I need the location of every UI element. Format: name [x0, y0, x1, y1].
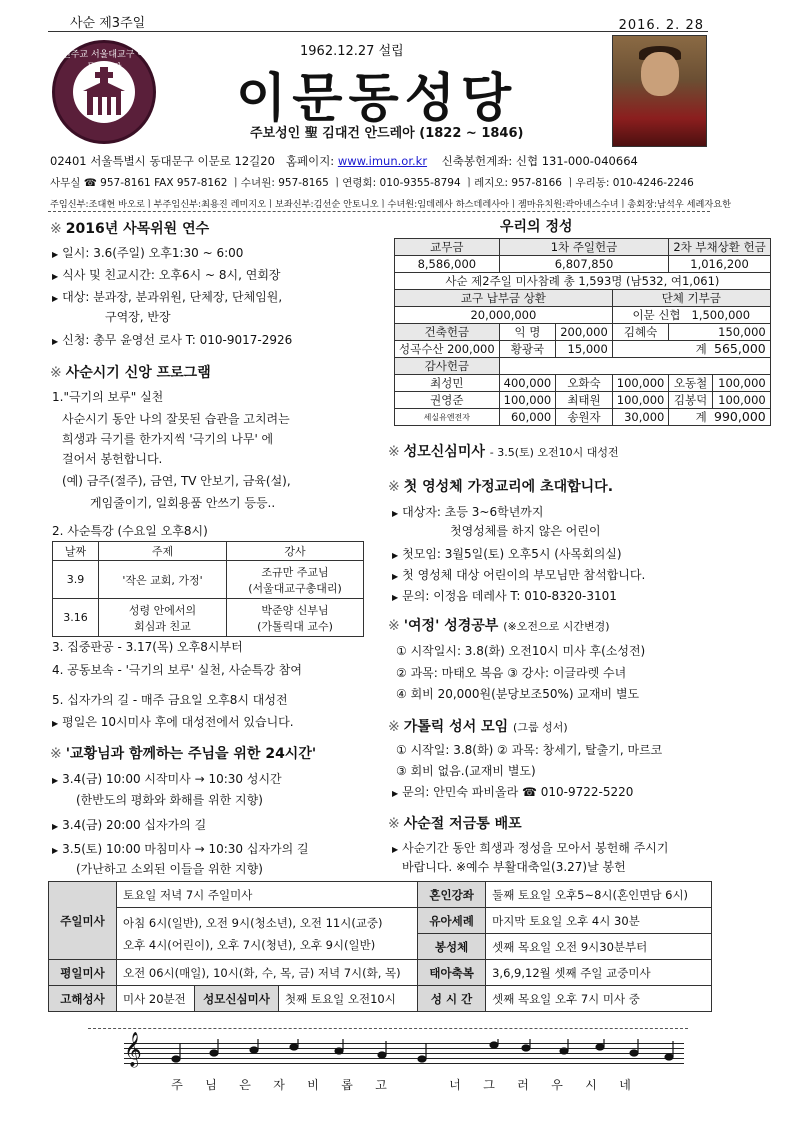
founded-date: 1962.12.27 설립 [300, 44, 404, 59]
piggybank-desc: ▶ 사순기간 동안 희생과 정성을 모아서 봉헌해 주시기 [392, 841, 669, 855]
lecture-header-speaker: 강사 [227, 542, 364, 561]
amount: 200,000 [556, 324, 613, 341]
logo-text: 천주교 서울대교구 이 [62, 50, 146, 60]
building-account: 신축봉헌계좌: 신협 131-000-040664 [441, 154, 638, 168]
training-target-cont: 구역장, 반장 [105, 310, 171, 324]
communion-first-meeting: ▶ 첫모임: 3월5일(토) 오후5시 (사목회의실) [392, 547, 622, 561]
treble-clef-icon: 𝄞 [124, 1032, 142, 1067]
holy-hour-value: 셋째 목요일 오후 7시 미사 중 [486, 986, 712, 1012]
section-title-bible-group: ※ 가톨릭 성서 모임 (그룹 성서) [388, 719, 568, 735]
attendance: 사순 제2주일 미사참례 총 1,593명 (남532, 여1,061) [395, 273, 771, 290]
piggybank-desc-cont: 바랍니다. ※예수 부활대축일(3.27)날 봉헌 [402, 860, 626, 874]
asterisk-icon: ※ [50, 746, 62, 762]
bullet-icon: ▶ [52, 294, 59, 303]
spacer [499, 358, 770, 375]
sunday-mass-saturday: 토요일 저녁 7시 주일미사 [117, 882, 418, 908]
donor: 세실유엔전자 [395, 409, 500, 426]
sick-communion-label: 봉성체 [418, 934, 486, 960]
24h-item-3: ▶ 3.5(토) 10:00 마침미사 → 10:30 십자가의 길 [52, 842, 309, 856]
bullet-icon: ▶ [392, 845, 399, 854]
lyric-syllable: 자 [273, 1078, 285, 1092]
finance-header: 교구 납부금 상환 [395, 290, 613, 307]
sick-communion-value: 셋째 목요일 오전 9시30분부터 [486, 934, 712, 960]
bullet-icon: ▶ [52, 846, 59, 855]
donor-amount: 성곡수산 200,000 [395, 341, 500, 358]
asterisk-icon: ※ [50, 365, 62, 381]
donor: 김봉덕 [669, 392, 712, 409]
lyric-syllable: 님 [205, 1078, 217, 1092]
divider [48, 211, 710, 212]
bullet-icon: ▶ [392, 551, 399, 560]
lyric-syllable: 그 [483, 1078, 495, 1092]
confession-value: 미사 20분전 [117, 986, 195, 1012]
donor: 오화숙 [556, 375, 613, 392]
section-title-training: ※ 2016년 사목위원 연수 [50, 221, 210, 237]
communion-parents: ▶ 첫 영성체 대상 어린이의 부모님만 참석합니다. [392, 568, 646, 582]
finance-value-row [395, 256, 771, 273]
bullet-icon: ▶ [52, 250, 59, 259]
music-staff [124, 1032, 684, 1067]
finance-value: 이문 신협 1,500,000 [612, 307, 770, 324]
donor: 황광국 [499, 341, 556, 358]
asterisk-icon: ※ [388, 618, 400, 634]
donor: 최성민 [395, 375, 500, 392]
24h-item-2: ▶ 3.4(금) 20:00 십자가의 길 [52, 818, 207, 832]
section-title-communion: ※ 첫 영성체 가정교리에 초대합니다. [388, 479, 614, 495]
week-label: 사순 제3주일 [70, 16, 146, 31]
bullet-icon: ▶ [52, 776, 59, 785]
pastor-phone: ㅣ우리동: 010-4246-2246 [565, 177, 694, 189]
bible-study-fee: ④ 회비 20,000원(분당보조50%) 교재비 별도 [396, 687, 640, 701]
lyric-syllable: 주 [171, 1078, 183, 1092]
communion-target-cont: 첫영성체를 하지 않은 어린이 [450, 524, 601, 538]
saint-portrait [612, 35, 707, 147]
church-icon [73, 61, 135, 123]
section-title-piggybank: ※ 사순절 저금통 배포 [388, 816, 522, 832]
lent-item-1-desc-1: 사순시기 동안 나의 잘못된 습관을 고치려는 [62, 412, 290, 426]
lent-item-5-note: ▶ 평일은 10시미사 후에 대성전에서 있습니다. [52, 715, 294, 729]
bullet-icon: ▶ [392, 789, 399, 798]
lyric-syllable: 러 [517, 1078, 529, 1092]
bible-group-contact: ▶ 문의: 안민숙 파비올라 ☎ 010-9722-5220 [392, 785, 634, 799]
training-target: ▶ 대상: 분과장, 분과위원, 단체장, 단체임원, [52, 290, 283, 304]
mass-schedule-table [48, 881, 712, 1012]
thanks-row [395, 392, 771, 409]
church-logo [52, 40, 156, 144]
weekday-mass-label: 평일미사 [49, 960, 117, 986]
training-apply: ▶ 신청: 총무 윤영선 로사 T: 010-9017-2926 [52, 333, 293, 347]
prenatal-blessing-label: 태아축복 [418, 960, 486, 986]
finance-value: 20,000,000 [395, 307, 613, 324]
schedule-row [49, 882, 712, 908]
24h-item-1-intent: (한반도의 평화와 화해를 위한 지향) [76, 793, 263, 807]
building-row [395, 341, 771, 358]
lecture-row [53, 561, 364, 599]
music-notes [164, 1039, 684, 1067]
communion-contact: ▶ 문의: 이정음 데레사 T: 010-8320-3101 [392, 589, 617, 603]
staff-line: 주임신부:조대현 바오로ㅣ부주임신부:최용진 레미지오ㅣ보좌신부:김선순 안토니오ㅣ수녀원:임데레사 하스데레사아ㅣ젬마유치원:곽아녜스수녀ㅣ총회장:남석우 세례자요한 [50, 199, 732, 210]
lyric-syllable: 네 [619, 1078, 631, 1092]
postal-code: 02401 [50, 154, 87, 168]
sunday-mass-label: 주일미사 [49, 882, 117, 960]
patron-years: (1822 ~ 1846) [419, 126, 524, 141]
marian-mass-value: 첫째 토요일 오전10시 [279, 986, 418, 1012]
bullet-icon: ▶ [52, 719, 59, 728]
training-time: ▶ 일시: 3.6(주일) 오후1:30 ~ 6:00 [52, 246, 244, 260]
finance-value-row [395, 307, 771, 324]
building-label: 건축헌금 [395, 324, 500, 341]
holy-hour-label: 성 시 간 [418, 986, 486, 1012]
lyric-syllable: 롭 [341, 1078, 353, 1092]
lyric-syllable: 비 [307, 1078, 319, 1092]
thanks-total: 계 990,000 [669, 409, 770, 426]
lecture-header-row [53, 542, 364, 561]
lent-item-1-example-2: 게임줄이기, 일회용품 안쓰기 등등.. [90, 496, 276, 510]
bullet-icon: ▶ [392, 509, 399, 518]
amount: 400,000 [499, 375, 556, 392]
asterisk-icon: ※ [50, 221, 62, 237]
marian-mass-label: 성모신심미사 [195, 986, 279, 1012]
footer-divider [88, 1028, 688, 1029]
finance-header-row [395, 290, 771, 307]
header-rule [48, 31, 708, 32]
schedule-row [49, 908, 712, 934]
lent-item-3: 3. 집중판공 - 3.17(목) 오후8시부터 [52, 640, 243, 654]
logo-emblem [73, 61, 135, 123]
bible-group-fee: ③ 회비 없음.(교재비 별도) [396, 764, 536, 778]
lecture-topic: '작은 교회, 가정' [99, 561, 227, 599]
finance-table [394, 238, 771, 426]
issue-date: 2016. 2. 28 [618, 18, 704, 33]
lent-item-1-desc-3: 걸어서 봉헌합니다. [62, 452, 163, 466]
donor: 김혜숙 [612, 324, 669, 341]
section-title-lent: ※ 사순시기 신앙 프로그램 [50, 365, 211, 381]
asterisk-icon: ※ [388, 719, 400, 735]
amount: 100,000 [712, 375, 770, 392]
bible-study-subject: ② 과목: 마태오 복음 ③ 강사: 이글라렛 수녀 [396, 666, 627, 680]
amount: 100,000 [712, 392, 770, 409]
training-meal: ▶ 식사 및 친교시간: 오후6시 ~ 8시, 연회장 [52, 268, 281, 282]
schedule-row [49, 960, 712, 986]
lent-item-5: 5. 십자가의 길 - 매주 금요일 오후8시 대성전 [52, 693, 288, 707]
patron-saint [250, 122, 523, 141]
schedule-row [49, 986, 712, 1012]
lecture-speaker: 박준양 신부님 (가톨릭대 교수) [227, 599, 364, 637]
donor: 익 명 [499, 324, 556, 341]
amount: 15,000 [556, 341, 613, 358]
contact-line-2 [50, 175, 710, 190]
homepage-link[interactable]: www.imun.or.kr [337, 154, 428, 168]
communion-target: ▶ 대상자: 초등 3~6학년까지 [392, 505, 544, 519]
thanks-row [395, 409, 771, 426]
finance-value: 8,586,000 [395, 256, 500, 273]
lecture-date: 3.16 [53, 599, 99, 637]
contact-line-1 [50, 153, 710, 169]
thanks-label: 감사헌금 [395, 358, 500, 375]
bullet-icon: ▶ [52, 272, 59, 281]
section-title-24hours: ※ '교황님과 함께하는 주님을 위한 24시간' [50, 746, 317, 762]
address: 서울특별시 동대문구 이문로 12길20 [90, 154, 275, 168]
building-row [395, 324, 771, 341]
church-name: 이문동성당 [236, 69, 518, 129]
lyric-syllable: 고 [375, 1078, 387, 1092]
marriage-value: 둘째 토요일 오후5~8시(혼인면담 6시) [486, 882, 712, 908]
lecture-header-date: 날짜 [53, 542, 99, 561]
donor: 오동철 [669, 375, 712, 392]
24h-item-3-intent: (가난하고 소외된 이들을 위한 지향) [76, 862, 263, 876]
asterisk-icon: ※ [388, 479, 400, 495]
finance-header: 교무금 [395, 239, 500, 256]
lecture-table [52, 541, 364, 637]
sunday-mass-times: 아침 6시(일반), 오전 9시(청소년), 오전 11시(교중) 오후 4시(어린이), 오후 7시(청년), 오후 9시(일반) [117, 908, 418, 960]
thanks-row [395, 375, 771, 392]
lyric-syllable: 시 [585, 1078, 597, 1092]
lecture-row [53, 599, 364, 637]
bullet-icon: ▶ [392, 593, 399, 602]
lent-item-1: 1."극기의 보루" 실천 [52, 390, 164, 404]
thanks-label-row [395, 358, 771, 375]
asterisk-icon: ※ [388, 816, 400, 832]
lecture-date: 3.9 [53, 561, 99, 599]
bible-study-start: ① 시작일시: 3.8(화) 오전10시 미사 후(소성전) [396, 644, 646, 658]
lent-item-4: 4. 공동보속 - '극기의 보루' 실천, 사순특강 참여 [52, 663, 302, 677]
finance-header: 단체 기부금 [612, 290, 770, 307]
lent-item-1-desc-2: 희생과 극기를 한가지씩 '극기의 나무' 에 [62, 432, 274, 446]
attendance-row [395, 273, 771, 290]
amount: 100,000 [499, 392, 556, 409]
finance-value: 1,016,200 [669, 256, 770, 273]
confession-label: 고해성사 [49, 986, 117, 1012]
donor: 권영준 [395, 392, 500, 409]
lecture-speaker: 조규만 주교님 (서울대교구총대리) [227, 561, 364, 599]
prenatal-blessing-value: 3,6,9,12월 셋째 주일 교중미사 [486, 960, 712, 986]
patron-name: 주보성인 聖 김대건 안드레아 [250, 126, 415, 141]
legion-phone: ㅣ레지오: 957-8166 [463, 177, 562, 189]
bullet-icon: ▶ [392, 572, 399, 581]
amount: 100,000 [612, 392, 669, 409]
portrait-face [641, 52, 679, 96]
24h-item-1: ▶ 3.4(금) 10:00 시작미사 → 10:30 성시간 [52, 772, 282, 786]
song-lyrics [160, 1076, 642, 1093]
office-phone: 사무실 ☎ 957-8161 FAX 957-8162 [50, 177, 228, 189]
finance-value: 6,807,850 [499, 256, 669, 273]
building-total: 계 565,000 [612, 341, 770, 358]
asterisk-icon: ※ [388, 444, 400, 460]
weekday-mass-value: 오전 06시(매일), 10시(화, 수, 목, 금) 저녁 7시(화, 목) [117, 960, 418, 986]
infant-baptism-label: 유아세례 [418, 908, 486, 934]
homepage-label: 홈페이지: [285, 154, 335, 168]
youth-phone: ㅣ연령회: 010-9355-8794 [332, 177, 461, 189]
lecture-header-topic: 주제 [99, 542, 227, 561]
lyric-syllable: 우 [551, 1078, 563, 1092]
bullet-icon: ▶ [52, 337, 59, 346]
bullet-icon: ▶ [52, 822, 59, 831]
nuns-phone: ㅣ수녀원: 957-8165 [230, 177, 329, 189]
lent-item-2: 2. 사순특강 (수요일 오후8시) [52, 524, 208, 538]
donor: 송원자 [556, 409, 613, 426]
finance-header: 2차 부채상환 헌금 [669, 239, 770, 256]
amount: 60,000 [499, 409, 556, 426]
bible-group-start: ① 시작일: 3.8(화) ② 과목: 창세기, 탈출기, 마르코 [396, 743, 663, 757]
lyric-syllable: 은 [239, 1078, 251, 1092]
finance-title: 우리의 정성 [500, 219, 573, 235]
section-title-bible-study: ※ '여정' 성경공부 (※오전으로 시간변경) [388, 618, 610, 634]
amount: 150,000 [669, 324, 770, 341]
donor: 최태원 [556, 392, 613, 409]
marriage-label: 혼인강좌 [418, 882, 486, 908]
amount: 100,000 [612, 375, 669, 392]
section-title-marian: ※ 성모신심미사 - 3.5(토) 오전10시 대성전 [388, 444, 619, 460]
infant-baptism-value: 마지막 토요일 오후 4시 30분 [486, 908, 712, 934]
lent-item-1-example: (예) 금주(절주), 금연, TV 안보기, 금육(설), [62, 474, 291, 488]
lecture-topic: 성령 안에서의 회심과 친교 [99, 599, 227, 637]
finance-header-row [395, 239, 771, 256]
lyric-syllable: 너 [449, 1078, 461, 1092]
finance-header: 1차 주일헌금 [499, 239, 669, 256]
amount: 30,000 [612, 409, 669, 426]
